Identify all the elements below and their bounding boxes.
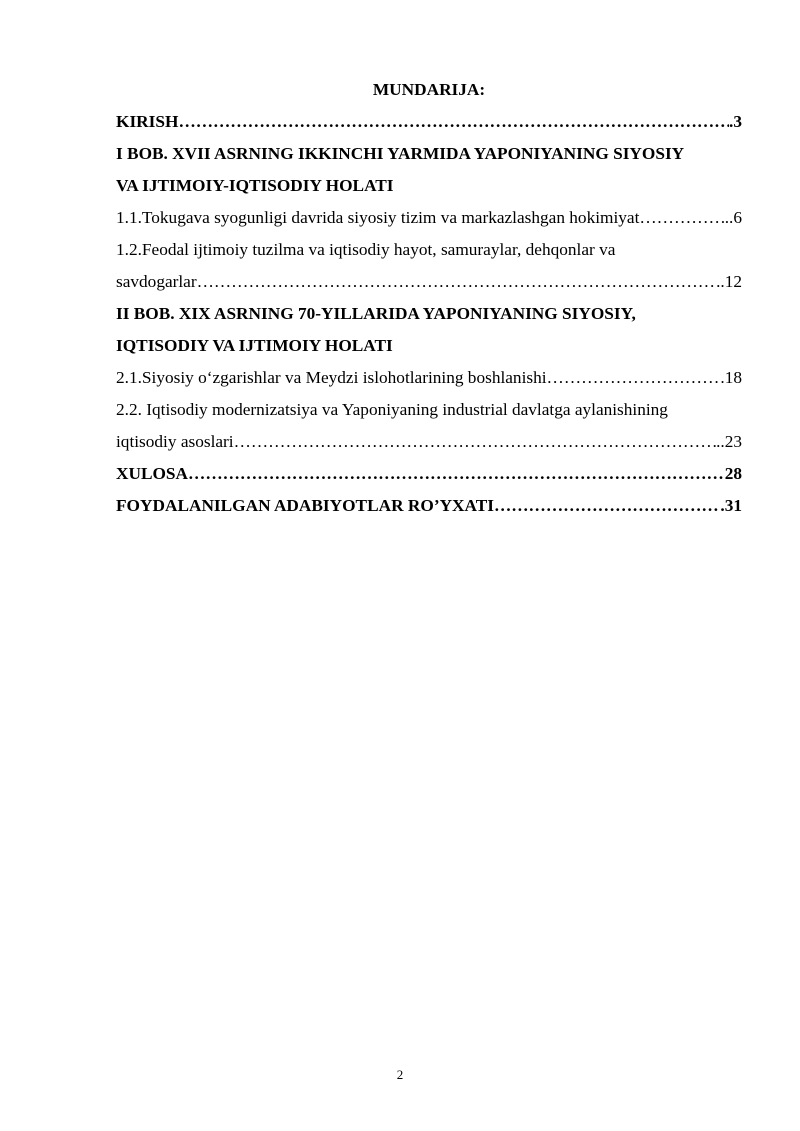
- toc-entry-kirish[interactable]: [116, 106, 742, 138]
- chapter-heading-line: VA IJTIMOIY-IQTISODIY HOLATI: [116, 176, 394, 195]
- dot-leader: [188, 458, 725, 490]
- toc-entry-bibliography[interactable]: [116, 490, 742, 522]
- toc-entry-xulosa[interactable]: [116, 458, 742, 490]
- toc-entry-2-1[interactable]: [116, 362, 742, 394]
- chapter-heading-line: I BOB. XVII ASRNING IKKINCHI YARMIDA YAPONIYANING SIYOSIY: [116, 144, 685, 163]
- toc-entry-2-2[interactable]: [116, 394, 742, 458]
- toc-chapter-1-heading[interactable]: [116, 138, 742, 202]
- toc-entry-text: KIRISH: [116, 112, 179, 131]
- chapter-heading-line: IQTISODIY VA IJTIMOIY HOLATI: [116, 336, 393, 355]
- dot-leader: [234, 426, 716, 458]
- toc-entry-1-2[interactable]: [116, 234, 742, 298]
- toc-page-number: ..23: [716, 432, 742, 451]
- page-number: 2: [396, 1067, 404, 1082]
- toc-title: MUNDARIJA:: [372, 80, 486, 99]
- chapter-heading-line: II BOB. XIX ASRNING 70-YILLARIDA YAPONIYANING SIYOSIY,: [116, 304, 636, 323]
- toc-entry-text: 1.1.Tokugava syogunligi davrida siyosiy tizim va markazlashgan hokimiyat: [116, 208, 640, 227]
- toc-entry-first-line: 2.2. Iqtisodiy modernizatsiya va Yaponiyaning industrial davlatga aylanishining: [116, 400, 668, 419]
- toc-page-number: ..6: [724, 208, 742, 227]
- toc-page-number: .31: [720, 496, 742, 515]
- toc-entry-text: 2.1.Siyosiy o‘zgarishlar va Meydzi islohotlarining boshlanishi: [116, 368, 547, 387]
- toc-page-number: .18: [720, 368, 742, 387]
- toc-entry-text: FOYDALANILGAN ADABIYOTLAR RO’YXATI: [116, 496, 494, 515]
- toc-entry-1-1[interactable]: [116, 202, 742, 234]
- toc-entry-text: iqtisodiy asoslari: [116, 432, 234, 451]
- dot-leader: [494, 490, 720, 522]
- toc-page-number: ..12: [716, 272, 742, 291]
- dot-leader: [547, 362, 721, 394]
- toc-chapter-2-heading[interactable]: [116, 298, 742, 362]
- dot-leader: [178, 106, 729, 138]
- toc-page-number: .3: [729, 112, 742, 131]
- toc-entry-text: savdogarlar: [116, 272, 197, 291]
- toc-page-number: 28: [724, 464, 742, 483]
- dot-leader: [197, 266, 716, 298]
- toc-entry-text: XULOSA: [116, 464, 189, 483]
- toc-entry-first-line: 1.2.Feodal ijtimoiy tuzilma va iqtisodiy hayot, samuraylar, dehqonlar va: [116, 240, 616, 259]
- table-of-contents: [116, 74, 742, 522]
- dot-leader: [639, 202, 724, 234]
